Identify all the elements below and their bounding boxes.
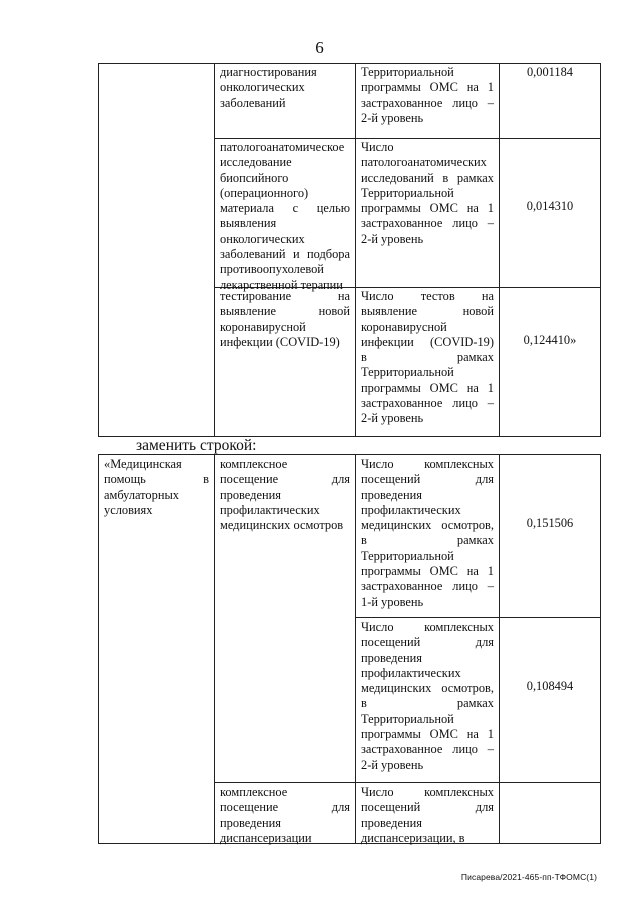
text-line: медицинских осмотров, — [361, 518, 494, 533]
text-line: условиях — [104, 502, 153, 517]
text-line: застрахованное лицо – — [361, 742, 494, 757]
text-line: проведения — [361, 650, 422, 665]
text-line: комплексное — [220, 457, 288, 471]
text-line: программы ОМС на 1 — [361, 80, 494, 95]
text-line: застрахованное лицо – — [361, 396, 494, 411]
text-line: посещение для — [220, 472, 350, 487]
t1-r1-value: 0,001184 — [526, 65, 573, 79]
text-line: в рамках — [361, 533, 494, 548]
document-footer: Писарева/2021-465-пп-ТФОМС(1) — [460, 872, 597, 882]
text-line: диспансеризации — [220, 830, 312, 845]
text-line: профилактических — [361, 502, 461, 517]
text-line: программы ОМС на 1 — [361, 727, 494, 742]
text-line: инфекции (COVID-19) — [220, 334, 340, 349]
text-line: онкологических — [220, 80, 305, 95]
text-line: комплексное — [220, 785, 288, 799]
text-line: программы ОМС на 1 — [361, 380, 494, 395]
text-line: патологоанатомическое — [220, 140, 345, 154]
text-line: исследование — [220, 155, 292, 170]
text-line: Территориальной — [361, 711, 454, 726]
t2-g1-service — [220, 457, 350, 533]
t1-r3-value: 0,124410» — [523, 333, 577, 347]
text-line: исследований в рамках — [361, 170, 494, 185]
text-line: посещений для — [361, 472, 494, 487]
text-line: Территориальной — [361, 365, 454, 380]
text-line: 2-й уровень — [361, 411, 424, 426]
text-line: выявление новой — [220, 304, 350, 319]
t1-r2-value: 0,014310 — [526, 199, 574, 213]
text-line: диспансеризации, в — [361, 830, 465, 845]
text-line: Число тестов на — [361, 289, 494, 303]
text-line: заболеваний и подбора — [220, 247, 350, 262]
text-line: профилактических — [361, 665, 461, 680]
text-line: проведения — [220, 487, 281, 502]
text-line: Число комплексных — [361, 457, 494, 471]
text-line: профилактических — [220, 502, 320, 517]
text-line: проведения — [361, 815, 422, 830]
text-line: помощь в — [104, 472, 209, 487]
text-line: выявления — [220, 216, 277, 231]
text-line: застрахованное лицо – — [361, 216, 494, 231]
text-line: тестирование на — [220, 289, 350, 303]
page-number: 6 — [315, 38, 324, 57]
text-line: Число — [361, 140, 394, 154]
text-line: Число комплексных — [361, 620, 494, 634]
text-line: онкологических — [220, 231, 305, 246]
text-line: Число комплексных — [361, 785, 494, 799]
t1-r1-unit — [361, 65, 494, 126]
text-line: медицинских осмотров, — [361, 681, 494, 696]
text-line: 2-й уровень — [361, 231, 424, 246]
t1-r3-unit — [361, 289, 494, 427]
text-line: посещений для — [361, 800, 494, 815]
t2-g1-r1-value: 0,151506 — [526, 516, 574, 530]
text-line: проведения — [361, 487, 422, 502]
t1-r1-service — [220, 65, 350, 111]
t2-g1-r2-unit — [361, 620, 494, 773]
text-line: программы ОМС на 1 — [361, 564, 494, 579]
text-line: Территориальной — [361, 65, 454, 79]
text-line: коронавирусной — [361, 319, 447, 334]
text-line: коронавирусной — [220, 319, 306, 334]
text-line: 2-й уровень — [361, 757, 424, 772]
text-line: (операционного) — [220, 185, 309, 200]
text-line: амбулаторных — [104, 487, 179, 502]
text-line: программы ОМС на 1 — [361, 201, 494, 216]
text-line: противоопухолевой — [220, 262, 324, 277]
text-line: диагностирования — [220, 65, 317, 79]
t2-g2-service — [220, 785, 350, 846]
text-line: 1-й уровень — [361, 594, 424, 609]
text-line: застрахованное лицо – — [361, 95, 494, 110]
text-line: патологоанатомических — [361, 155, 487, 170]
replace-caption: заменить строкой: — [136, 437, 257, 454]
text-line: 2-й уровень — [361, 110, 424, 125]
t2-g1-r1-unit — [361, 457, 494, 610]
text-line: «Медицинская — [104, 457, 182, 471]
text-line: в рамках — [361, 696, 494, 711]
text-line: заболеваний — [220, 95, 286, 110]
text-line: застрахованное лицо – — [361, 579, 494, 594]
text-line: лекарственной терапии — [220, 277, 343, 292]
text-line: Территориальной — [361, 185, 454, 200]
t2-category — [104, 457, 209, 518]
text-line: инфекции (COVID-19) — [361, 334, 494, 349]
text-line: посещений для — [361, 635, 494, 650]
text-line: посещение для — [220, 800, 350, 815]
text-line: выявление новой — [361, 304, 494, 319]
text-line: медицинских осмотров — [220, 518, 344, 533]
text-line: материала с целью — [220, 201, 350, 216]
t1-r2-service — [220, 140, 350, 293]
text-line: биопсийного — [220, 170, 289, 185]
t2-g1-r2-value: 0,108494 — [526, 679, 574, 693]
text-line: в рамках — [361, 350, 494, 365]
t1-r2-unit — [361, 140, 494, 247]
text-line: проведения — [220, 815, 281, 830]
t2-g2-r1-unit — [361, 785, 494, 846]
t1-r3-service — [220, 289, 350, 350]
text-line: Территориальной — [361, 548, 454, 563]
